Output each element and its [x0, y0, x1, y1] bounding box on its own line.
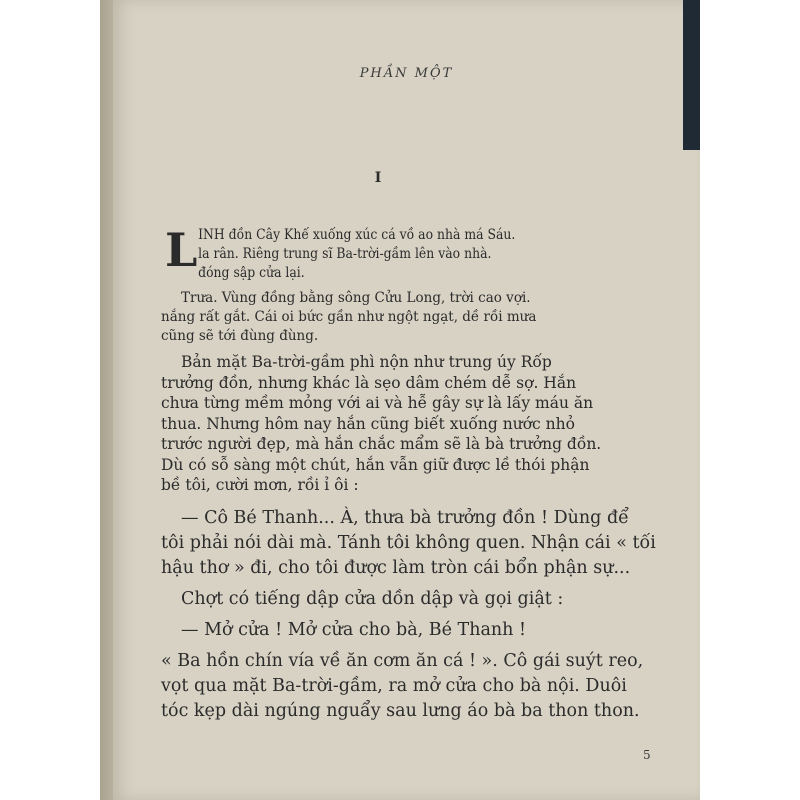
text-line: nắng rất gắt. Cái oi bức gần như ngột ngạt, dề rồi mưa [161, 309, 537, 325]
text-line: tôi phải nói dài mà. Tánh tôi không quen. Nhận cái « tối [161, 532, 656, 553]
text-line: thua. Nhưng hôm nay hắn cũng biết xuống nước nhỏ [161, 414, 575, 433]
text-line: cũng sẽ tới đùng đùng. [161, 328, 319, 344]
text-line: chưa từng mềm mỏng với ai và hễ gây sự là lấy máu ăn [161, 394, 594, 412]
text-line: INH đồn Cây Khế xuống xúc cá vồ ao nhà má Sáu. [198, 227, 516, 243]
book-page [113, 0, 700, 800]
text-line: bề tôi, cười mơn, rồi ỉ ôi : [161, 476, 359, 494]
body-text [161, 223, 661, 724]
text-line: — Cô Bé Thanh... À, thưa bà trưởng đồn ! Dùng để [181, 507, 629, 528]
text-line: trước người đẹp, mà hắn chắc mẩm sẽ là bà trưởng đồn. [161, 435, 602, 453]
text-line: tóc kẹp dài ngúng nguẩy sau lưng áo bà ba thon thon. [161, 700, 640, 721]
text-line: trưởng đồn, nhưng khác là sẹo dâm chém dễ sợ. Hắn [161, 373, 577, 392]
text-line: Trưa. Vùng đồng bằng sông Cửu Long, trời cao vợi. [181, 290, 531, 306]
paragraph-7 [161, 649, 661, 724]
chapter-number: I [374, 170, 382, 186]
paragraph-1 [161, 223, 661, 283]
text-line: vọt qua mặt Ba-trời-gầm, ra mở cửa cho bà nội. Duôi [161, 675, 627, 696]
paragraph-3 [161, 352, 661, 496]
paragraph-2 [161, 289, 661, 346]
text-line: Bản mặt Ba-trời-gầm phì nộn như trung úy Rốp [181, 353, 552, 371]
text-line: hậu thơ » đi, cho tôi được làm tròn cái bổn phận sự... [161, 557, 631, 578]
paragraph-6 [161, 618, 661, 643]
text-line: đóng sập cửa lại. [198, 265, 305, 281]
text-line: la rân. Riêng trung sĩ Ba-trời-gầm lên vào nhà. [198, 246, 492, 262]
text-line: Dù có sỗ sàng một chút, hắn vẫn giữ được lề thói phận [161, 455, 590, 474]
part-header: PHẦN MỘT [359, 66, 454, 81]
paragraph-5 [161, 587, 661, 612]
background-dark-edge [683, 0, 700, 150]
paragraph-4 [161, 506, 661, 581]
text-line: « Ba hồn chín vía về ăn cơm ăn cá ! ». Cô gái suýt reo, [161, 650, 644, 671]
text-line: — Mở cửa ! Mở cửa cho bà, Bé Thanh ! [181, 619, 527, 640]
drop-cap: L [165, 223, 198, 277]
text-line: Chợt có tiếng dập cửa dồn dập và gọi giật : [181, 588, 564, 609]
page-number: 5 [643, 748, 651, 762]
